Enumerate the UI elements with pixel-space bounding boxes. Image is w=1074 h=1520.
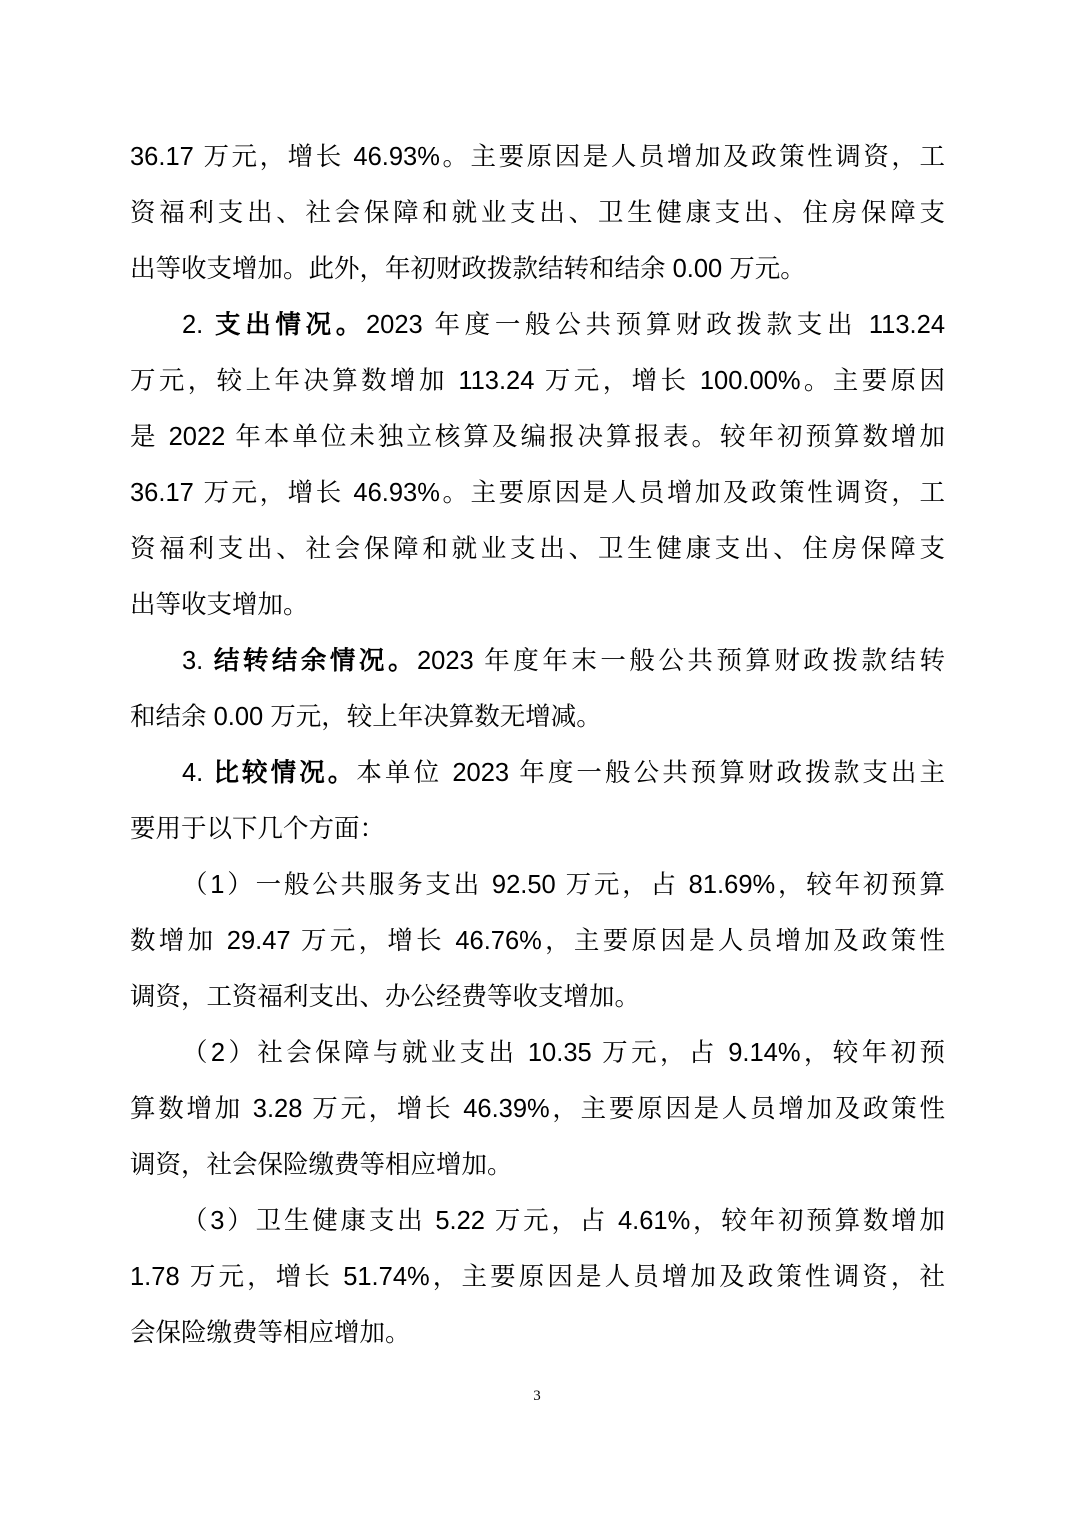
- bold-heading: 比较情况。: [213, 759, 357, 787]
- text-line: （1）一般公共服务支出 92.50 万元，占 81.69%，较年初预算: [182, 871, 945, 899]
- document-body: [130, 137, 945, 1369]
- text-line: 算数增加 3.28 万元，增长 46.39%，主要原因是人员增加及政策性: [130, 1095, 945, 1123]
- text-line: （3）卫生健康支出 5.22 万元，占 4.61%，较年初预算数增加: [182, 1207, 945, 1235]
- text-line: 1.78 万元，增长 51.74%，主要原因是人员增加及政策性调资，社: [130, 1263, 945, 1291]
- text-line: 36.17 万元，增长 46.93%。主要原因是人员增加及政策性调资，工: [130, 479, 945, 507]
- item-number: 4.: [182, 759, 214, 787]
- bold-heading: 支出情况。: [215, 311, 366, 339]
- page-number: 3: [533, 1388, 541, 1404]
- paragraph-heading-line: [130, 753, 945, 809]
- text-line: 是 2022 年本单位未独立核算及编报决算报表。较年初预算数增加: [130, 423, 945, 451]
- text-line: 36.17 万元，增长 46.93%。主要原因是人员增加及政策性调资，工: [130, 143, 945, 171]
- paragraph-heading-line: [130, 641, 945, 697]
- text-line: 出等收支增加。此外，年初财政拨款结转和结余 0.00 万元。: [130, 255, 806, 283]
- text-line: 和结余 0.00 万元，较上年决算数无增减。: [130, 703, 602, 731]
- text-line: 要用于以下几个方面：: [130, 815, 386, 843]
- text-line: 调资，工资福利支出、办公经费等收支增加。: [130, 983, 641, 1011]
- text: 2023 年度一般公共预算财政拨款支出 113.24: [366, 311, 945, 339]
- text-line: 资福利支出、社会保障和就业支出、卫生健康支出、住房保障支: [130, 535, 945, 563]
- text-line: 调资，社会保险缴费等相应增加。: [130, 1151, 513, 1179]
- item-number: 2.: [182, 311, 216, 339]
- text-line: 资福利支出、社会保障和就业支出、卫生健康支出、住房保障支: [130, 199, 945, 227]
- text-line: （2）社会保障与就业支出 10.35 万元，占 9.14%，较年初预: [182, 1039, 945, 1067]
- text-line: 会保险缴费等相应增加。: [130, 1319, 411, 1347]
- paragraph-heading-line: [130, 305, 945, 361]
- text: 2023 年度年末一般公共预算财政拨款结转: [416, 647, 945, 675]
- text-line: 万元，较上年决算数增加 113.24 万元，增长 100.00%。主要原因: [130, 367, 945, 395]
- text-line: 数增加 29.47 万元，增长 46.76%，主要原因是人员增加及政策性: [130, 927, 945, 955]
- text-line: 出等收支增加。: [130, 591, 309, 619]
- item-number: 3.: [182, 647, 214, 675]
- bold-heading: 结转结余情况。: [213, 647, 417, 675]
- text: 本单位 2023 年度一般公共预算财政拨款支出主: [356, 759, 945, 787]
